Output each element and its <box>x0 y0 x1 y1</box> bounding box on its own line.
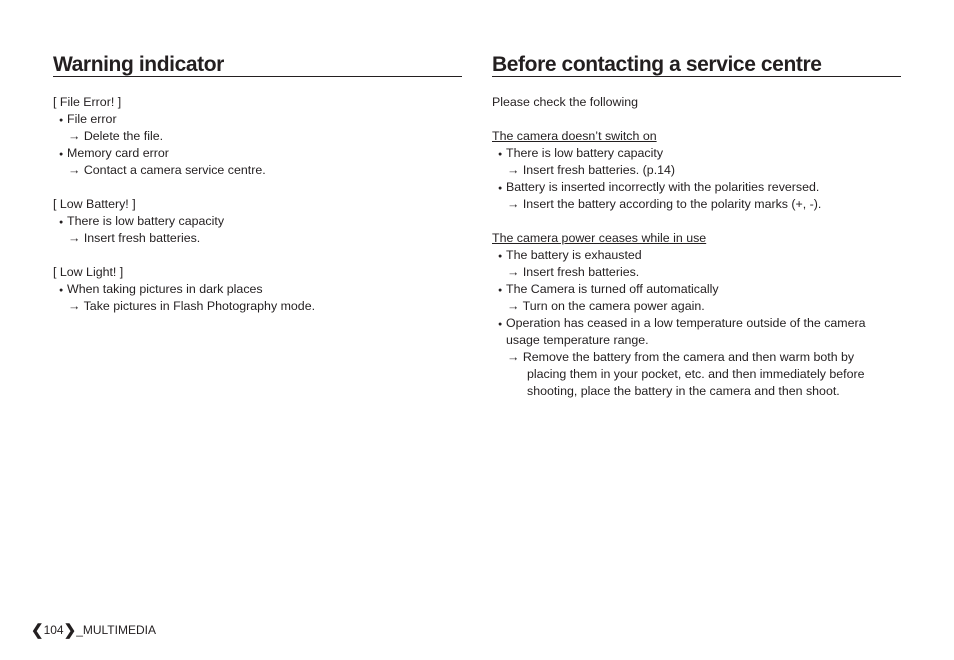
bullet-icon: ● <box>59 219 64 226</box>
page-footer <box>31 622 156 639</box>
service-centre-section <box>492 52 901 400</box>
section-header: The camera power ceases while in use <box>492 231 707 245</box>
list-item: ● There is low battery capacity <box>492 145 901 162</box>
arrow-icon: → <box>68 163 84 177</box>
list-item: ● Operation has ceased in a low temperature outside of the camera <box>492 315 901 332</box>
bullet-icon: ● <box>59 151 64 158</box>
warning-indicator-section <box>53 52 462 315</box>
bullet-icon: ● <box>498 151 503 158</box>
left-bracket-icon: ❮ <box>31 622 44 639</box>
arrow-icon: → <box>68 231 84 245</box>
file-error-header: [ File Error! ] <box>53 95 122 109</box>
warning-indicator-body <box>53 94 462 315</box>
list-item-action: → Insert fresh batteries. <box>507 265 640 279</box>
arrow-icon: → <box>68 129 84 143</box>
list-item: ● When taking pictures in dark places <box>53 281 462 298</box>
list-item: ● File error <box>53 111 462 128</box>
right-bracket-icon: ❯ <box>63 622 77 639</box>
list-item-action: → Remove the battery from the camera and then warm both by <box>507 350 855 364</box>
footer-section: _MULTIMEDIA <box>76 623 156 637</box>
service-centre-body <box>492 94 901 400</box>
arrow-icon: → <box>507 197 523 211</box>
list-item-action: → Take pictures in Flash Photography mode. <box>68 299 316 313</box>
low-light-header: [ Low Light! ] <box>53 265 124 279</box>
list-item-continuation: usage temperature range. <box>506 333 649 347</box>
list-item-action: → Insert the battery according to the polarity marks (+, -). <box>507 197 822 211</box>
page-number: 104 <box>43 623 64 637</box>
bullet-icon: ● <box>498 287 503 294</box>
list-item-action: → Contact a camera service centre. <box>68 163 266 177</box>
list-item-action-continuation: shooting, place the battery in the camera and then shoot. <box>527 384 840 398</box>
arrow-icon: → <box>507 299 523 313</box>
list-item: ● The Camera is turned off automatically <box>492 281 901 298</box>
list-item-action: → Insert fresh batteries. <box>68 231 201 245</box>
list-item: ● The battery is exhausted <box>492 247 901 264</box>
list-item-action: → Turn on the camera power again. <box>507 299 705 313</box>
list-item-action: → Delete the file. <box>68 129 164 143</box>
list-item: ● There is low battery capacity <box>53 213 462 230</box>
bullet-icon: ● <box>498 321 503 328</box>
arrow-icon: → <box>507 350 523 364</box>
arrow-icon: → <box>507 265 523 279</box>
list-item-action: → Insert fresh batteries. (p.14) <box>507 163 676 177</box>
bullet-icon: ● <box>498 185 503 192</box>
list-item: ● Battery is inserted incorrectly with the polarities reversed. <box>492 179 901 196</box>
low-battery-header: [ Low Battery! ] <box>53 197 136 211</box>
arrow-icon: → <box>68 299 84 313</box>
section-header: The camera doesn’t switch on <box>492 129 657 143</box>
service-centre-title: Before contacting a service centre <box>492 52 901 77</box>
arrow-icon: → <box>507 163 523 177</box>
bullet-icon: ● <box>59 117 64 124</box>
list-item-action-continuation: placing them in your pocket, etc. and then immediately before <box>527 367 865 381</box>
intro-text: Please check the following <box>492 95 639 109</box>
bullet-icon: ● <box>498 253 503 260</box>
warning-indicator-title: Warning indicator <box>53 52 462 77</box>
bullet-icon: ● <box>59 287 64 294</box>
list-item: ● Memory card error <box>53 145 462 162</box>
